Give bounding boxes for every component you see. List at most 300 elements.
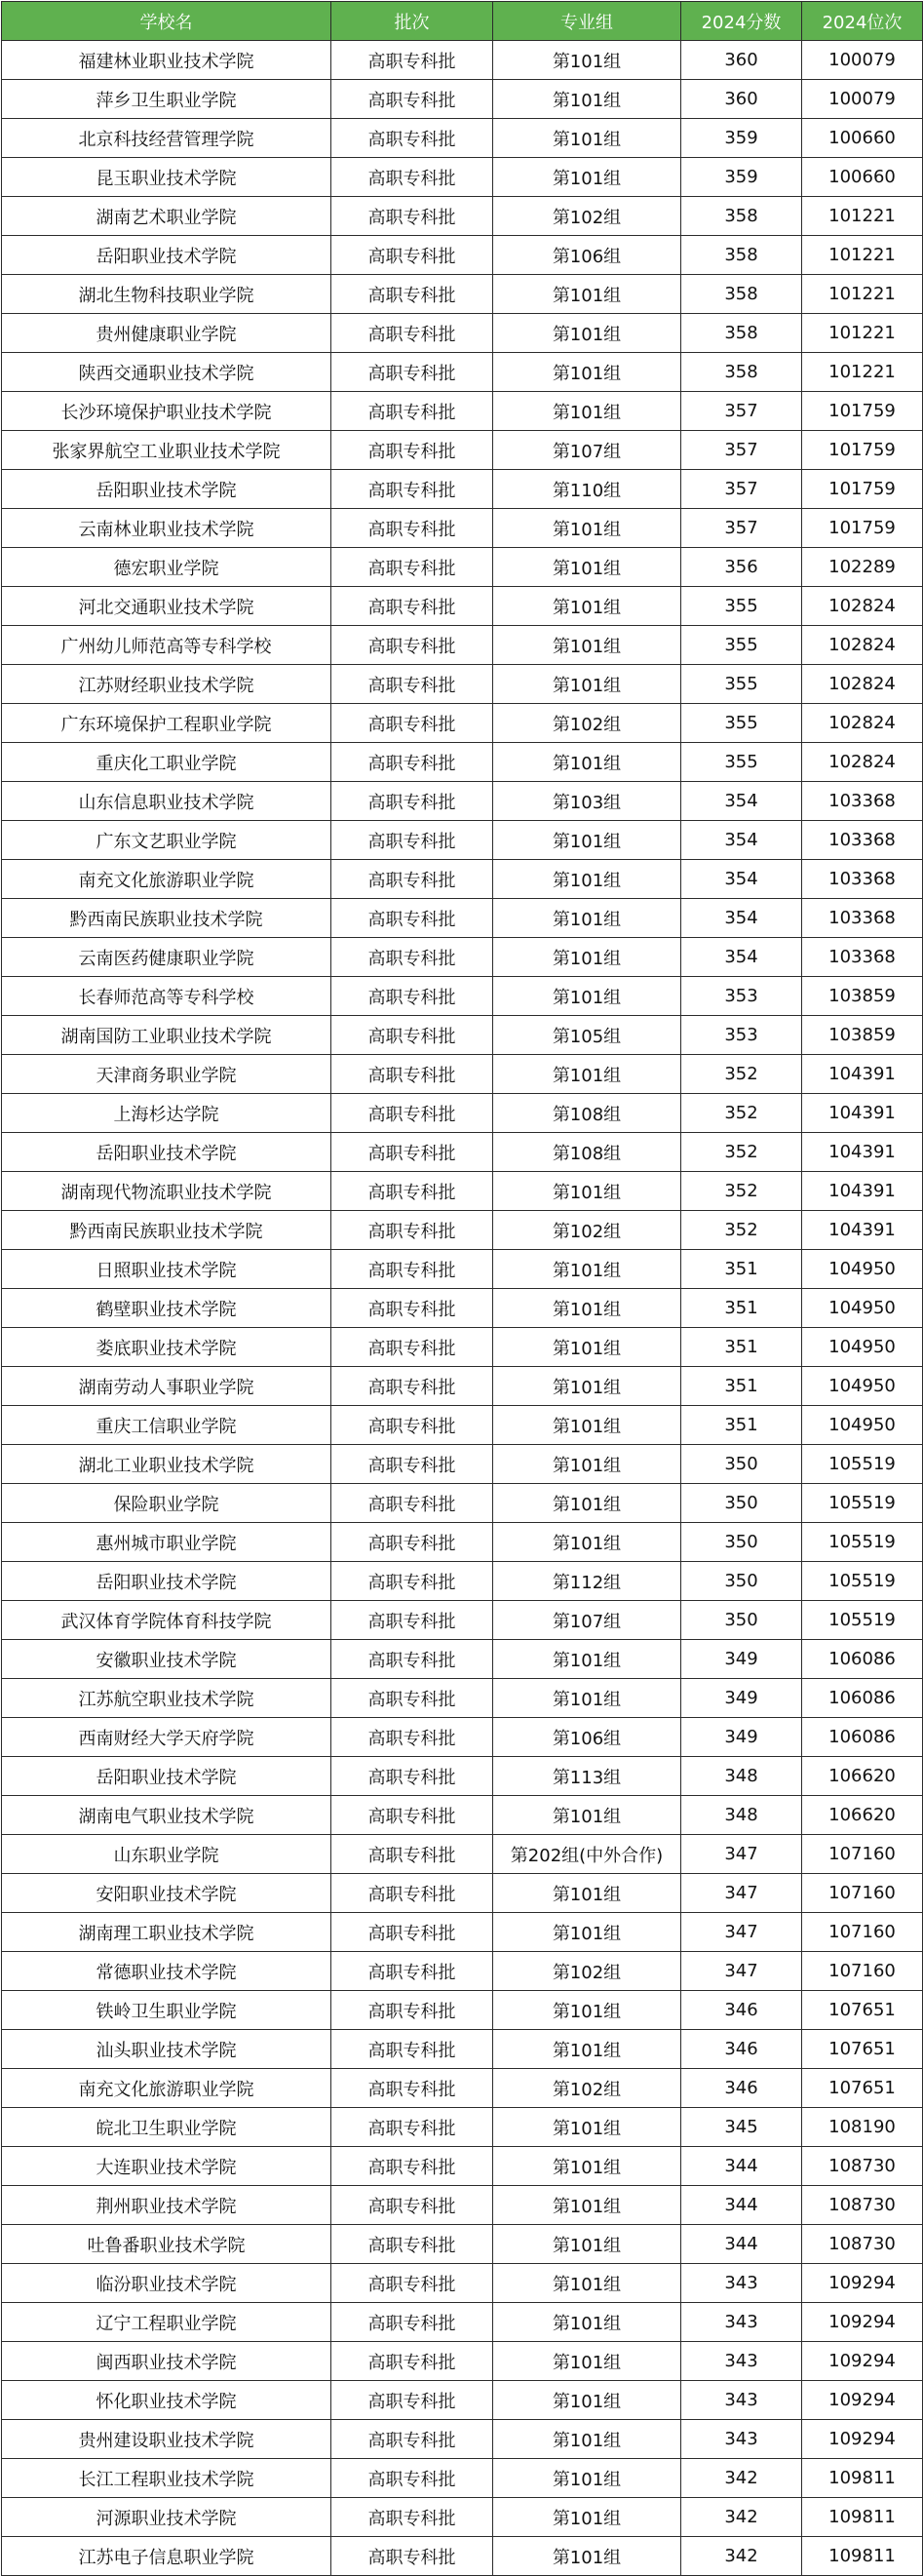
score-cell: 354 — [681, 899, 802, 938]
school-name-cell: 贵州健康职业学院 — [2, 314, 331, 353]
rank-cell: 102824 — [802, 743, 923, 782]
rank-cell: 105519 — [802, 1445, 923, 1484]
batch-cell: 高职专科批 — [331, 1211, 493, 1250]
batch-cell: 高职专科批 — [331, 1094, 493, 1133]
major-group-cell: 第101组 — [493, 2459, 681, 2498]
school-name-cell: 岳阳职业技术学院 — [2, 1757, 331, 1796]
school-name-cell: 贵州建设职业技术学院 — [2, 2420, 331, 2459]
table-row — [2, 119, 923, 158]
batch-cell: 高职专科批 — [331, 2069, 493, 2108]
table-row — [2, 2108, 923, 2147]
rank-cell: 107160 — [802, 1952, 923, 1991]
major-group-cell: 第101组 — [493, 1913, 681, 1952]
rank-cell: 103859 — [802, 977, 923, 1016]
major-group-cell: 第101组 — [493, 1484, 681, 1523]
score-cell: 349 — [681, 1718, 802, 1757]
major-group-cell: 第101组 — [493, 2030, 681, 2069]
major-group-cell: 第202组(中外合作) — [493, 1835, 681, 1874]
batch-cell: 高职专科批 — [331, 2498, 493, 2537]
major-group-cell: 第101组 — [493, 1289, 681, 1328]
major-group-cell: 第113组 — [493, 1757, 681, 1796]
major-group-cell: 第101组 — [493, 1250, 681, 1289]
school-name-cell: 皖北卫生职业学院 — [2, 2108, 331, 2147]
table-row — [2, 275, 923, 314]
school-name-cell: 安徽职业技术学院 — [2, 1640, 331, 1679]
score-cell: 351 — [681, 1406, 802, 1445]
score-cell: 346 — [681, 2069, 802, 2108]
table-row — [2, 1445, 923, 1484]
batch-cell: 高职专科批 — [331, 2459, 493, 2498]
table-row — [2, 2147, 923, 2186]
school-name-cell: 湖北生物科技职业学院 — [2, 275, 331, 314]
score-cell: 352 — [681, 1055, 802, 1094]
rank-cell: 104391 — [802, 1094, 923, 1133]
school-name-cell: 河源职业技术学院 — [2, 2498, 331, 2537]
rank-cell: 104950 — [802, 1289, 923, 1328]
major-group-cell: 第101组 — [493, 1328, 681, 1367]
major-group-cell: 第102组 — [493, 1952, 681, 1991]
rank-cell: 101221 — [802, 353, 923, 392]
major-group-cell: 第101组 — [493, 2225, 681, 2264]
header-batch: 批次 — [331, 2, 493, 41]
major-group-cell: 第101组 — [493, 821, 681, 860]
school-name-cell: 汕头职业技术学院 — [2, 2030, 331, 2069]
rank-cell: 104950 — [802, 1328, 923, 1367]
table-row — [2, 2342, 923, 2381]
score-cell: 347 — [681, 1874, 802, 1913]
major-group-cell: 第101组 — [493, 2303, 681, 2342]
score-cell: 357 — [681, 509, 802, 548]
batch-cell: 高职专科批 — [331, 2264, 493, 2303]
rank-cell: 100079 — [802, 80, 923, 119]
batch-cell: 高职专科批 — [331, 1289, 493, 1328]
table-row — [2, 353, 923, 392]
school-name-cell: 江苏航空职业技术学院 — [2, 1679, 331, 1718]
major-group-cell: 第101组 — [493, 1406, 681, 1445]
batch-cell: 高职专科批 — [331, 2303, 493, 2342]
score-cell: 346 — [681, 2030, 802, 2069]
major-group-cell: 第101组 — [493, 1445, 681, 1484]
rank-cell: 109811 — [802, 2498, 923, 2537]
table-body — [2, 41, 923, 2576]
score-cell: 344 — [681, 2225, 802, 2264]
school-name-cell: 江苏电子信息职业学院 — [2, 2537, 331, 2576]
batch-cell: 高职专科批 — [331, 392, 493, 431]
school-name-cell: 湖南理工职业技术学院 — [2, 1913, 331, 1952]
score-cell: 353 — [681, 977, 802, 1016]
score-cell: 342 — [681, 2498, 802, 2537]
school-name-cell: 闽西职业技术学院 — [2, 2342, 331, 2381]
batch-cell: 高职专科批 — [331, 431, 493, 470]
batch-cell: 高职专科批 — [331, 1874, 493, 1913]
school-name-cell: 湖南艺术职业学院 — [2, 197, 331, 236]
major-group-cell: 第101组 — [493, 1367, 681, 1406]
batch-cell: 高职专科批 — [331, 80, 493, 119]
rank-cell: 103368 — [802, 938, 923, 977]
major-group-cell: 第101组 — [493, 158, 681, 197]
table-row — [2, 1211, 923, 1250]
school-name-cell: 德宏职业学院 — [2, 548, 331, 587]
major-group-cell: 第102组 — [493, 704, 681, 743]
table-row — [2, 2030, 923, 2069]
school-name-cell: 重庆工信职业学院 — [2, 1406, 331, 1445]
batch-cell: 高职专科批 — [331, 938, 493, 977]
school-name-cell: 湖南现代物流职业技术学院 — [2, 1172, 331, 1211]
school-name-cell: 张家界航空工业职业技术学院 — [2, 431, 331, 470]
rank-cell: 103368 — [802, 860, 923, 899]
school-name-cell: 安阳职业技术学院 — [2, 1874, 331, 1913]
batch-cell: 高职专科批 — [331, 1562, 493, 1601]
major-group-cell: 第101组 — [493, 1796, 681, 1835]
table-row — [2, 1055, 923, 1094]
score-cell: 360 — [681, 41, 802, 80]
rank-cell: 105519 — [802, 1484, 923, 1523]
school-name-cell: 重庆化工职业学院 — [2, 743, 331, 782]
score-cell: 355 — [681, 665, 802, 704]
score-cell: 344 — [681, 2186, 802, 2225]
table-row — [2, 431, 923, 470]
major-group-cell: 第101组 — [493, 860, 681, 899]
score-cell: 352 — [681, 1094, 802, 1133]
rank-cell: 102824 — [802, 626, 923, 665]
school-name-cell: 常德职业技术学院 — [2, 1952, 331, 1991]
score-cell: 343 — [681, 2264, 802, 2303]
batch-cell: 高职专科批 — [331, 2030, 493, 2069]
rank-cell: 106086 — [802, 1679, 923, 1718]
table-row — [2, 509, 923, 548]
table-row — [2, 1094, 923, 1133]
school-name-cell: 黔西南民族职业技术学院 — [2, 1211, 331, 1250]
school-name-cell: 南充文化旅游职业学院 — [2, 2069, 331, 2108]
batch-cell: 高职专科批 — [331, 1484, 493, 1523]
major-group-cell: 第103组 — [493, 782, 681, 821]
header-major-group: 专业组 — [493, 2, 681, 41]
batch-cell: 高职专科批 — [331, 1250, 493, 1289]
batch-cell: 高职专科批 — [331, 2186, 493, 2225]
batch-cell: 高职专科批 — [331, 2420, 493, 2459]
major-group-cell: 第101组 — [493, 626, 681, 665]
score-cell: 349 — [681, 1640, 802, 1679]
batch-cell: 高职专科批 — [331, 1757, 493, 1796]
major-group-cell: 第101组 — [493, 1172, 681, 1211]
table-row — [2, 1835, 923, 1874]
rank-cell: 104391 — [802, 1133, 923, 1172]
table-row — [2, 1484, 923, 1523]
major-group-cell: 第101组 — [493, 392, 681, 431]
batch-cell: 高职专科批 — [331, 1991, 493, 2030]
table-row — [2, 1601, 923, 1640]
school-name-cell: 惠州城市职业学院 — [2, 1523, 331, 1562]
major-group-cell: 第107组 — [493, 1601, 681, 1640]
score-cell: 359 — [681, 158, 802, 197]
table-row — [2, 2381, 923, 2420]
score-cell: 343 — [681, 2342, 802, 2381]
batch-cell: 高职专科批 — [331, 1679, 493, 1718]
school-name-cell: 辽宁工程职业学院 — [2, 2303, 331, 2342]
school-name-cell: 岳阳职业技术学院 — [2, 470, 331, 509]
table-row — [2, 2459, 923, 2498]
major-group-cell: 第107组 — [493, 431, 681, 470]
school-name-cell: 上海杉达学院 — [2, 1094, 331, 1133]
table-row — [2, 314, 923, 353]
rank-cell: 104391 — [802, 1211, 923, 1250]
school-name-cell: 日照职业技术学院 — [2, 1250, 331, 1289]
table-row — [2, 548, 923, 587]
rank-cell: 107160 — [802, 1874, 923, 1913]
major-group-cell: 第101组 — [493, 743, 681, 782]
school-name-cell: 萍乡卫生职业学院 — [2, 80, 331, 119]
batch-cell: 高职专科批 — [331, 743, 493, 782]
score-cell: 352 — [681, 1172, 802, 1211]
score-cell: 342 — [681, 2537, 802, 2576]
major-group-cell: 第101组 — [493, 2381, 681, 2420]
score-cell: 343 — [681, 2303, 802, 2342]
table-row — [2, 1328, 923, 1367]
school-name-cell: 昆玉职业技术学院 — [2, 158, 331, 197]
score-cell: 357 — [681, 470, 802, 509]
batch-cell: 高职专科批 — [331, 1172, 493, 1211]
batch-cell: 高职专科批 — [331, 1406, 493, 1445]
rank-cell: 107160 — [802, 1835, 923, 1874]
table-row — [2, 626, 923, 665]
score-cell: 350 — [681, 1601, 802, 1640]
score-cell: 358 — [681, 197, 802, 236]
major-group-cell: 第101组 — [493, 80, 681, 119]
school-name-cell: 娄底职业技术学院 — [2, 1328, 331, 1367]
score-cell: 359 — [681, 119, 802, 158]
table-row — [2, 899, 923, 938]
rank-cell: 108730 — [802, 2225, 923, 2264]
batch-cell: 高职专科批 — [331, 899, 493, 938]
score-cell: 354 — [681, 821, 802, 860]
batch-cell: 高职专科批 — [331, 626, 493, 665]
major-group-cell: 第106组 — [493, 236, 681, 275]
major-group-cell: 第110组 — [493, 470, 681, 509]
rank-cell: 101759 — [802, 392, 923, 431]
score-cell: 351 — [681, 1289, 802, 1328]
school-name-cell: 长春师范高等专科学校 — [2, 977, 331, 1016]
score-cell: 358 — [681, 275, 802, 314]
table-row — [2, 860, 923, 899]
rank-cell: 101759 — [802, 509, 923, 548]
rank-cell: 108190 — [802, 2108, 923, 2147]
major-group-cell: 第101组 — [493, 1055, 681, 1094]
major-group-cell: 第108组 — [493, 1094, 681, 1133]
rank-cell: 107160 — [802, 1913, 923, 1952]
rank-cell: 106620 — [802, 1796, 923, 1835]
batch-cell: 高职专科批 — [331, 2108, 493, 2147]
school-name-cell: 吐鲁番职业技术学院 — [2, 2225, 331, 2264]
score-cell: 348 — [681, 1757, 802, 1796]
batch-cell: 高职专科批 — [331, 236, 493, 275]
batch-cell: 高职专科批 — [331, 119, 493, 158]
school-name-cell: 江苏财经职业技术学院 — [2, 665, 331, 704]
score-cell: 351 — [681, 1250, 802, 1289]
batch-cell: 高职专科批 — [331, 509, 493, 548]
rank-cell: 104950 — [802, 1250, 923, 1289]
school-name-cell: 湖南劳动人事职业学院 — [2, 1367, 331, 1406]
school-name-cell: 北京科技经营管理学院 — [2, 119, 331, 158]
major-group-cell: 第102组 — [493, 2069, 681, 2108]
major-group-cell: 第101组 — [493, 2342, 681, 2381]
table-row — [2, 2420, 923, 2459]
school-name-cell: 天津商务职业学院 — [2, 1055, 331, 1094]
score-cell: 350 — [681, 1445, 802, 1484]
major-group-cell: 第101组 — [493, 1991, 681, 2030]
school-name-cell: 怀化职业技术学院 — [2, 2381, 331, 2420]
admission-score-table — [1, 1, 923, 2576]
table-row — [2, 977, 923, 1016]
table-row — [2, 587, 923, 626]
rank-cell: 100660 — [802, 158, 923, 197]
score-cell: 354 — [681, 860, 802, 899]
table-row — [2, 1679, 923, 1718]
table-row — [2, 1250, 923, 1289]
table-row — [2, 2264, 923, 2303]
score-cell: 347 — [681, 1835, 802, 1874]
rank-cell: 104391 — [802, 1172, 923, 1211]
rank-cell: 102289 — [802, 548, 923, 587]
table-row — [2, 743, 923, 782]
table-row — [2, 392, 923, 431]
school-name-cell: 岳阳职业技术学院 — [2, 236, 331, 275]
school-name-cell: 湖南电气职业技术学院 — [2, 1796, 331, 1835]
rank-cell: 106086 — [802, 1718, 923, 1757]
school-name-cell: 荆州职业技术学院 — [2, 2186, 331, 2225]
table-row — [2, 2069, 923, 2108]
rank-cell: 102824 — [802, 665, 923, 704]
batch-cell: 高职专科批 — [331, 2225, 493, 2264]
score-cell: 348 — [681, 1796, 802, 1835]
school-name-cell: 铁岭卫生职业学院 — [2, 1991, 331, 2030]
rank-cell: 106620 — [802, 1757, 923, 1796]
header-school-name: 学校名 — [2, 2, 331, 41]
batch-cell: 高职专科批 — [331, 977, 493, 1016]
rank-cell: 106086 — [802, 1640, 923, 1679]
table-row — [2, 41, 923, 80]
school-name-cell: 岳阳职业技术学院 — [2, 1562, 331, 1601]
table-row — [2, 1523, 923, 1562]
batch-cell: 高职专科批 — [331, 1835, 493, 1874]
table-row — [2, 2186, 923, 2225]
rank-cell: 108730 — [802, 2147, 923, 2186]
rank-cell: 102824 — [802, 704, 923, 743]
score-cell: 343 — [681, 2420, 802, 2459]
score-cell: 353 — [681, 1016, 802, 1055]
score-cell: 350 — [681, 1562, 802, 1601]
major-group-cell: 第101组 — [493, 938, 681, 977]
school-name-cell: 武汉体育学院体育科技学院 — [2, 1601, 331, 1640]
table-row — [2, 1874, 923, 1913]
rank-cell: 109294 — [802, 2420, 923, 2459]
score-cell: 355 — [681, 743, 802, 782]
batch-cell: 高职专科批 — [331, 1328, 493, 1367]
school-name-cell: 临汾职业技术学院 — [2, 2264, 331, 2303]
batch-cell: 高职专科批 — [331, 587, 493, 626]
school-name-cell: 黔西南民族职业技术学院 — [2, 899, 331, 938]
table-row — [2, 1991, 923, 2030]
rank-cell: 104950 — [802, 1406, 923, 1445]
batch-cell: 高职专科批 — [331, 860, 493, 899]
major-group-cell: 第101组 — [493, 314, 681, 353]
rank-cell: 105519 — [802, 1523, 923, 1562]
school-name-cell: 陕西交通职业技术学院 — [2, 353, 331, 392]
batch-cell: 高职专科批 — [331, 1601, 493, 1640]
table-row — [2, 1913, 923, 1952]
school-name-cell: 南充文化旅游职业学院 — [2, 860, 331, 899]
school-name-cell: 广州幼儿师范高等专科学校 — [2, 626, 331, 665]
school-name-cell: 长沙环境保护职业技术学院 — [2, 392, 331, 431]
batch-cell: 高职专科批 — [331, 1367, 493, 1406]
major-group-cell: 第101组 — [493, 1523, 681, 1562]
rank-cell: 102824 — [802, 587, 923, 626]
rank-cell: 105519 — [802, 1601, 923, 1640]
school-name-cell: 福建林业职业技术学院 — [2, 41, 331, 80]
batch-cell: 高职专科批 — [331, 665, 493, 704]
batch-cell: 高职专科批 — [331, 1640, 493, 1679]
batch-cell: 高职专科批 — [331, 1055, 493, 1094]
batch-cell: 高职专科批 — [331, 782, 493, 821]
school-name-cell: 广东文艺职业学院 — [2, 821, 331, 860]
rank-cell: 107651 — [802, 1991, 923, 2030]
rank-cell: 109294 — [802, 2381, 923, 2420]
major-group-cell: 第112组 — [493, 1562, 681, 1601]
batch-cell: 高职专科批 — [331, 275, 493, 314]
score-cell: 354 — [681, 782, 802, 821]
major-group-cell: 第101组 — [493, 509, 681, 548]
score-cell: 355 — [681, 704, 802, 743]
table-row — [2, 470, 923, 509]
batch-cell: 高职专科批 — [331, 1445, 493, 1484]
batch-cell: 高职专科批 — [331, 2342, 493, 2381]
table-row — [2, 2498, 923, 2537]
major-group-cell: 第101组 — [493, 587, 681, 626]
batch-cell: 高职专科批 — [331, 704, 493, 743]
header-row — [2, 2, 923, 41]
school-name-cell: 保险职业学院 — [2, 1484, 331, 1523]
major-group-cell: 第102组 — [493, 197, 681, 236]
score-cell: 344 — [681, 2147, 802, 2186]
table-header — [2, 2, 923, 41]
school-name-cell: 长江工程职业技术学院 — [2, 2459, 331, 2498]
table-row — [2, 821, 923, 860]
score-cell: 351 — [681, 1328, 802, 1367]
major-group-cell: 第101组 — [493, 353, 681, 392]
major-group-cell: 第101组 — [493, 2147, 681, 2186]
school-name-cell: 鹤壁职业技术学院 — [2, 1289, 331, 1328]
rank-cell: 104950 — [802, 1367, 923, 1406]
score-cell: 358 — [681, 236, 802, 275]
batch-cell: 高职专科批 — [331, 1913, 493, 1952]
rank-cell: 109811 — [802, 2459, 923, 2498]
rank-cell: 103368 — [802, 821, 923, 860]
rank-cell: 103368 — [802, 782, 923, 821]
score-cell: 350 — [681, 1484, 802, 1523]
score-cell: 342 — [681, 2459, 802, 2498]
table-row — [2, 1016, 923, 1055]
score-cell: 352 — [681, 1133, 802, 1172]
score-cell: 356 — [681, 548, 802, 587]
major-group-cell: 第101组 — [493, 119, 681, 158]
rank-cell: 109294 — [802, 2264, 923, 2303]
school-name-cell: 大连职业技术学院 — [2, 2147, 331, 2186]
rank-cell: 101759 — [802, 431, 923, 470]
rank-cell: 109294 — [802, 2303, 923, 2342]
score-cell: 357 — [681, 392, 802, 431]
major-group-cell: 第101组 — [493, 2108, 681, 2147]
school-name-cell: 云南医药健康职业学院 — [2, 938, 331, 977]
table-row — [2, 1562, 923, 1601]
